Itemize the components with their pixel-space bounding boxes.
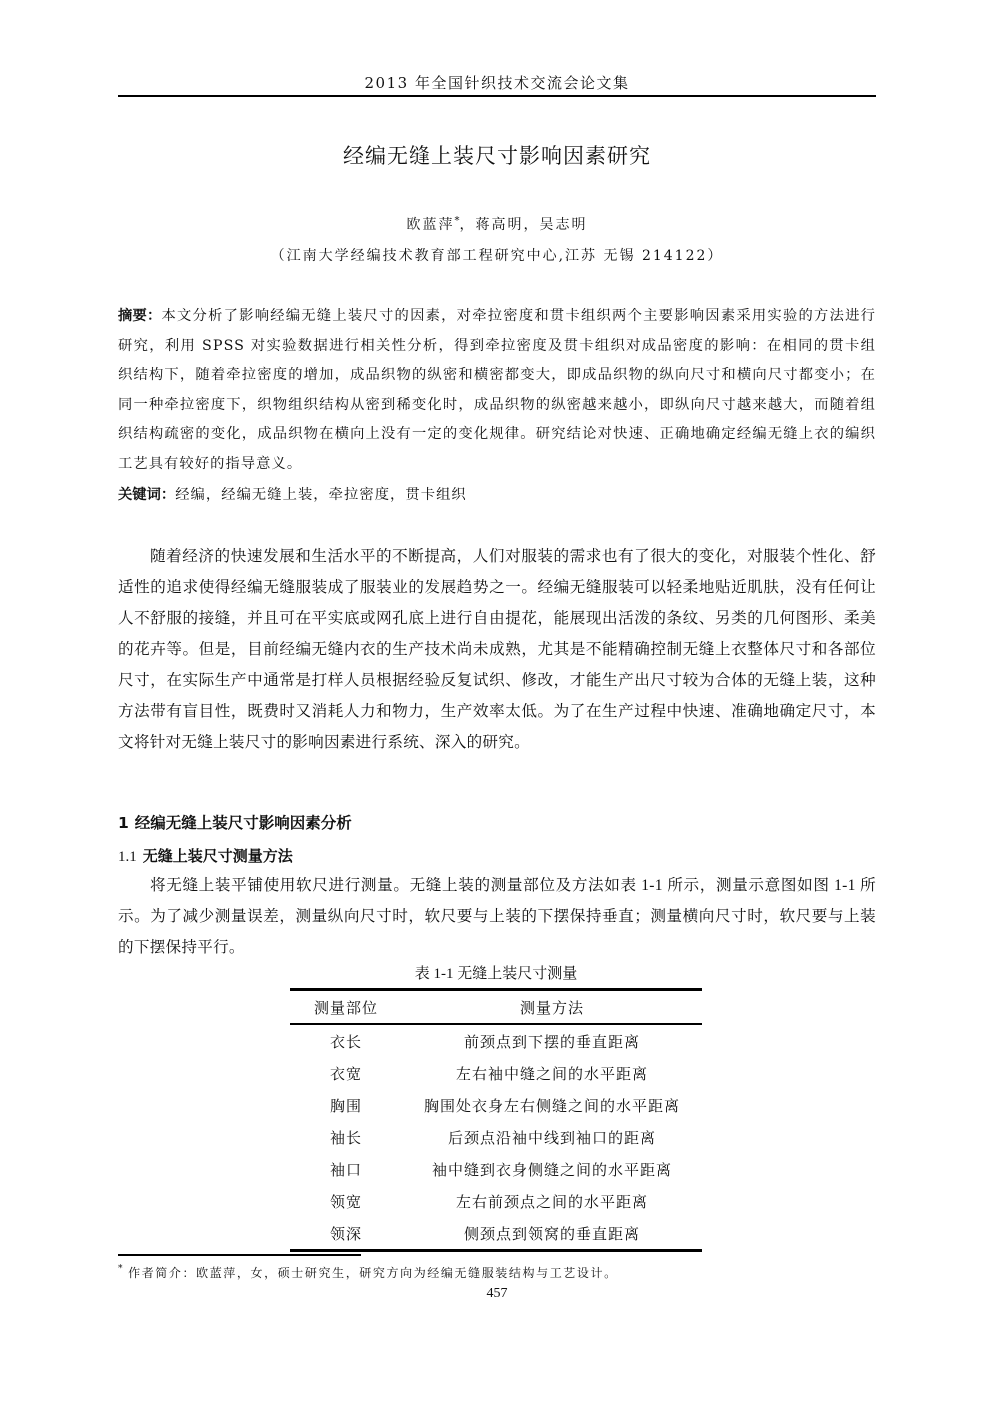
table-header-cell: 测量部位 [290,990,402,1025]
table-cell-part: 领宽 [329,1194,362,1211]
keywords-label: 关键词： [118,487,176,503]
table-row [290,1217,702,1251]
table-cell-part: 领深 [329,1226,362,1243]
measurement-paragraph: 将无缝上装平铺使用软尺进行测量。无缝上装的测量部位及方法如表 1-1 所示，测量示意图如图 1-1 所示。为了减少测量误差，测量纵向尺寸时，软尺要与上装的下摆保持垂直；测量横向尺寸时，软尺要与上装的下摆保持平行。 [118,877,876,956]
table-cell-part: 胸围 [329,1098,362,1115]
introduction-paragraph: 随着经济的快速发展和生活水平的不断提高，人们对服装的需求也有了很大的变化，对服装个性化、舒适性的追求使得经编无缝服装成了服装业的发展趋势之一。经编无缝服装可以轻柔地贴近肌肤，没有任何让人不舒服的接缝，并且可在平实底或网孔底上进行自由提花，能展现出活泼的条纹、另类的几何图形、柔美的花卉等。但是，目前经编无缝内衣的生产技术尚未成熟，尤其是不能精确控制无缝上衣整体尺寸和各部位尺寸，在实际生产中通常是打样人员根据经验反复试织、修改，才能生产出尺寸较为合体的无缝上装，这种方法带有盲目性，既费时又消耗人力和物力，生产效率太低。为了在生产过程中快速、准确地确定尺寸，本文将针对无缝上装尺寸的影响因素进行系统、深入的研究。 [118,548,876,751]
author-rest: ，蒋高明，吴志明 [459,217,588,233]
footnote-mark: * [118,1264,125,1274]
table-header-row [290,990,702,1025]
table-cell-method: 侧颈点到领窝的垂直距离 [463,1226,640,1243]
abstract-label: 摘要： [118,308,162,324]
table-cell-part: 衣长 [329,1034,362,1051]
keywords [118,481,876,511]
measurement-table [290,988,702,1252]
keywords-text: 经编，经编无缝上装，牵拉密度，贯卡组织 [175,487,467,503]
abstract [118,302,876,480]
table-row [290,1057,702,1089]
footnote [118,1264,618,1281]
subsection-heading-1-1 [118,845,293,866]
table-cell-method: 袖中缝到衣身侧缝之间的水平距离 [431,1162,672,1179]
affiliation: （江南大学经编技术教育部工程研究中心,江苏 无锡 214122） [270,248,724,264]
subsection-number: 1.1 [118,849,137,865]
section-heading-1 [118,811,352,833]
table-cell-method: 左右前颈点之间的水平距离 [455,1194,648,1211]
table-row [290,1089,702,1121]
table-cell-method: 左右袖中缝之间的水平距离 [455,1066,648,1083]
footnote-rule [118,1254,361,1256]
subsection-title: 无缝上装尺寸测量方法 [142,847,293,865]
table-header-cell: 测量方法 [402,990,702,1025]
table-cell-method: 前颈点到下摆的垂直距离 [463,1034,640,1051]
table-cell-method: 后颈点沿袖中线到袖口的距离 [447,1130,656,1147]
table-cell-method: 胸围处衣身左右侧缝之间的水平距离 [423,1098,680,1115]
footnote-text: 作者简介：欧蓝萍，女，硕士研究生，研究方向为经编无缝服装结构与工艺设计。 [128,1266,618,1280]
table-row [290,1185,702,1217]
table-caption: 表 1-1 无缝上装尺寸测量 [414,966,578,982]
abstract-text: 本文分析了影响经编无缝上装尺寸的因素，对牵拉密度和贯卡组织两个主要影响因素采用实验的方法进行研究，利用 SPSS 对实验数据进行相关性分析，得到牵拉密度及贯卡组织对成品密度的影响：在相同的贯卡组织结构下，随着牵拉密度的增加，成品织物的纵密和横密都变大，即成品织物的纵向尺寸和横向尺寸都变小；在同一种牵拉密度下，织物组织结构从密到稀变化时，成品织物的纵密越来越小，即纵向尺寸越来越大，而随着组织结构疏密的变化，成品织物在横向上没有一定的变化规律。研究结论对快速、正确地确定经编无缝上衣的编织工艺具有较好的指导意义。 [118,308,877,472]
author-footnote-mark: * [454,215,460,227]
table-row [290,1024,702,1057]
table-cell-part: 衣宽 [329,1066,362,1083]
page-number: 457 [486,1286,508,1301]
paper-title: 经编无缝上装尺寸影响因素研究 [343,144,651,168]
table-cell-part: 袖长 [329,1130,362,1147]
author-first: 欧蓝萍 [406,217,455,233]
header-rule [118,95,876,97]
table-row [290,1121,702,1153]
table-row [290,1153,702,1185]
author-list [118,214,876,234]
section-number: 1 [118,814,129,832]
section-title: 经编无缝上装尺寸影响因素分析 [134,814,352,832]
running-header: 2013 年全国针织技术交流会论文集 [364,74,630,92]
table-cell-part: 袖口 [329,1162,362,1179]
